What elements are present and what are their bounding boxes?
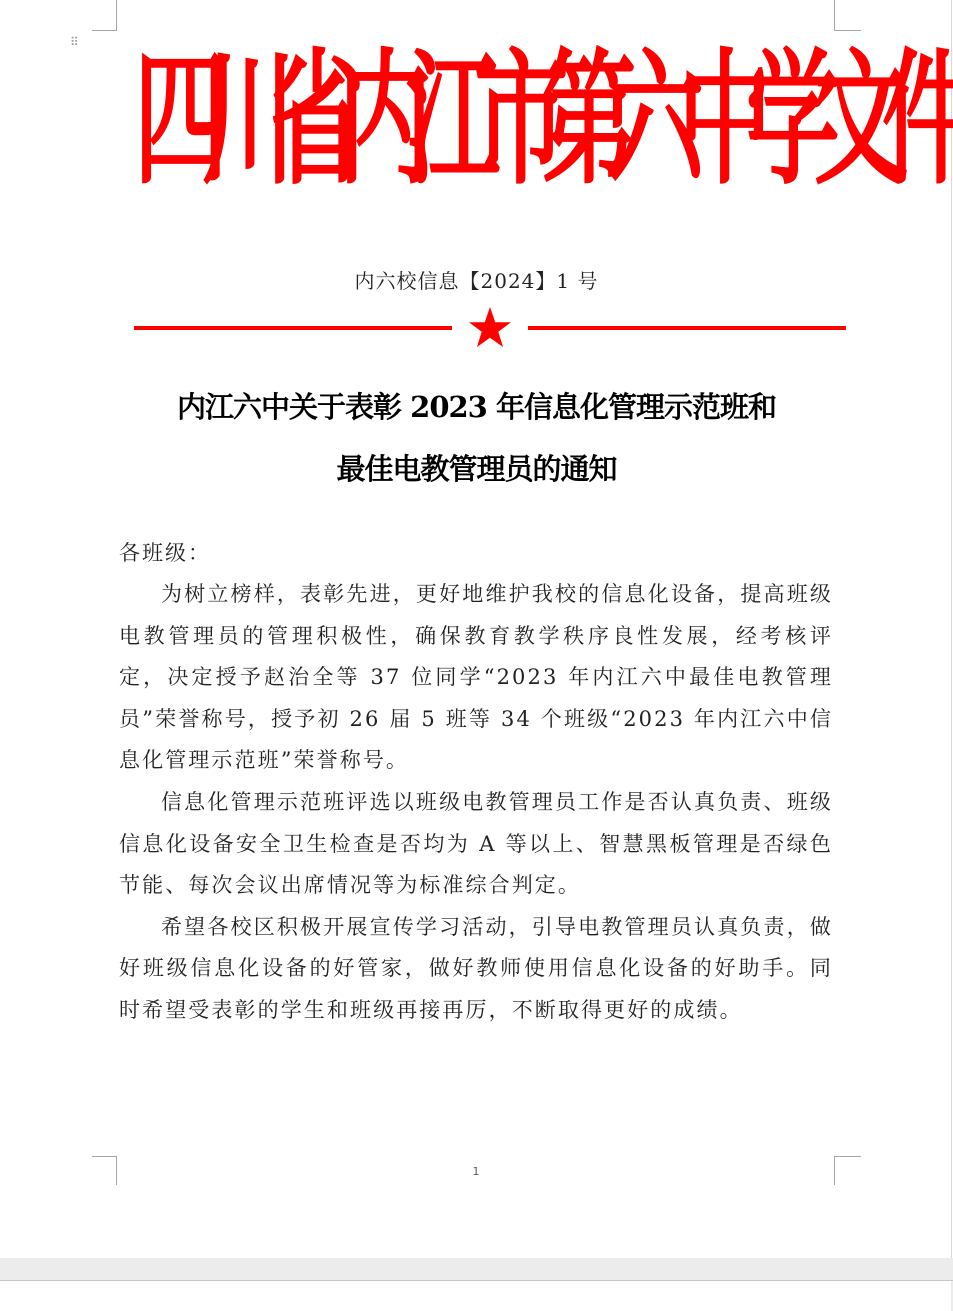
- crop-mark-bottom-left: [92, 1156, 117, 1185]
- crop-mark-top-left: [92, 0, 117, 31]
- document-header-title: 四川省内江市第六中学文件: [134, 36, 951, 206]
- page-gap: [0, 1258, 953, 1311]
- page-number: 1: [472, 1165, 480, 1178]
- red-divider-right: [528, 326, 846, 330]
- notice-title-line-2: 最佳电教管理员的通知: [336, 452, 617, 486]
- notice-body: [119, 574, 833, 1032]
- body-paragraph: 希望各校区积极开展宣传学习活动，引导电教管理员认真负责，做好班级信息化设备的好管家，做好教师使用信息化设备的好助手。同时希望受表彰的学生和班级再接再厉，不断取得更好的成绩。: [119, 914, 833, 1022]
- document-number: 内六校信息【2024】1 号: [354, 269, 599, 293]
- notice-title: [100, 376, 853, 500]
- notice-title-line-1: 内江六中关于表彰 2023 年信息化管理示范班和: [177, 390, 776, 424]
- star-icon: [468, 306, 512, 350]
- crop-mark-bottom-right: [834, 1156, 861, 1185]
- body-paragraph: 信息化管理示范班评选以班级电教管理员工作是否认真负责、班级信息化设备安全卫生检查是否均为 A 等以上、智慧黑板管理是否绿色节能、每次会议出席情况等为标准综合判定。: [119, 789, 833, 898]
- salutation: 各班级：: [119, 541, 211, 565]
- body-paragraph: 为树立榜样，表彰先进，更好地维护我校的信息化设备，提高班级电教管理员的管理积极性，确保教育教学秩序良性发展，经考核评定，决定授予赵治全等 37 位同学“2023 年内江六中最佳电教管理员”荣誉称号，授予初 26 届 5 班等 34 个班级“2023 年内江六中信息化管理示范班”荣誉称号。: [119, 582, 833, 773]
- red-divider-left: [134, 326, 452, 330]
- drag-handle-icon[interactable]: ⠿: [70, 35, 77, 49]
- next-page-top: [0, 1281, 951, 1311]
